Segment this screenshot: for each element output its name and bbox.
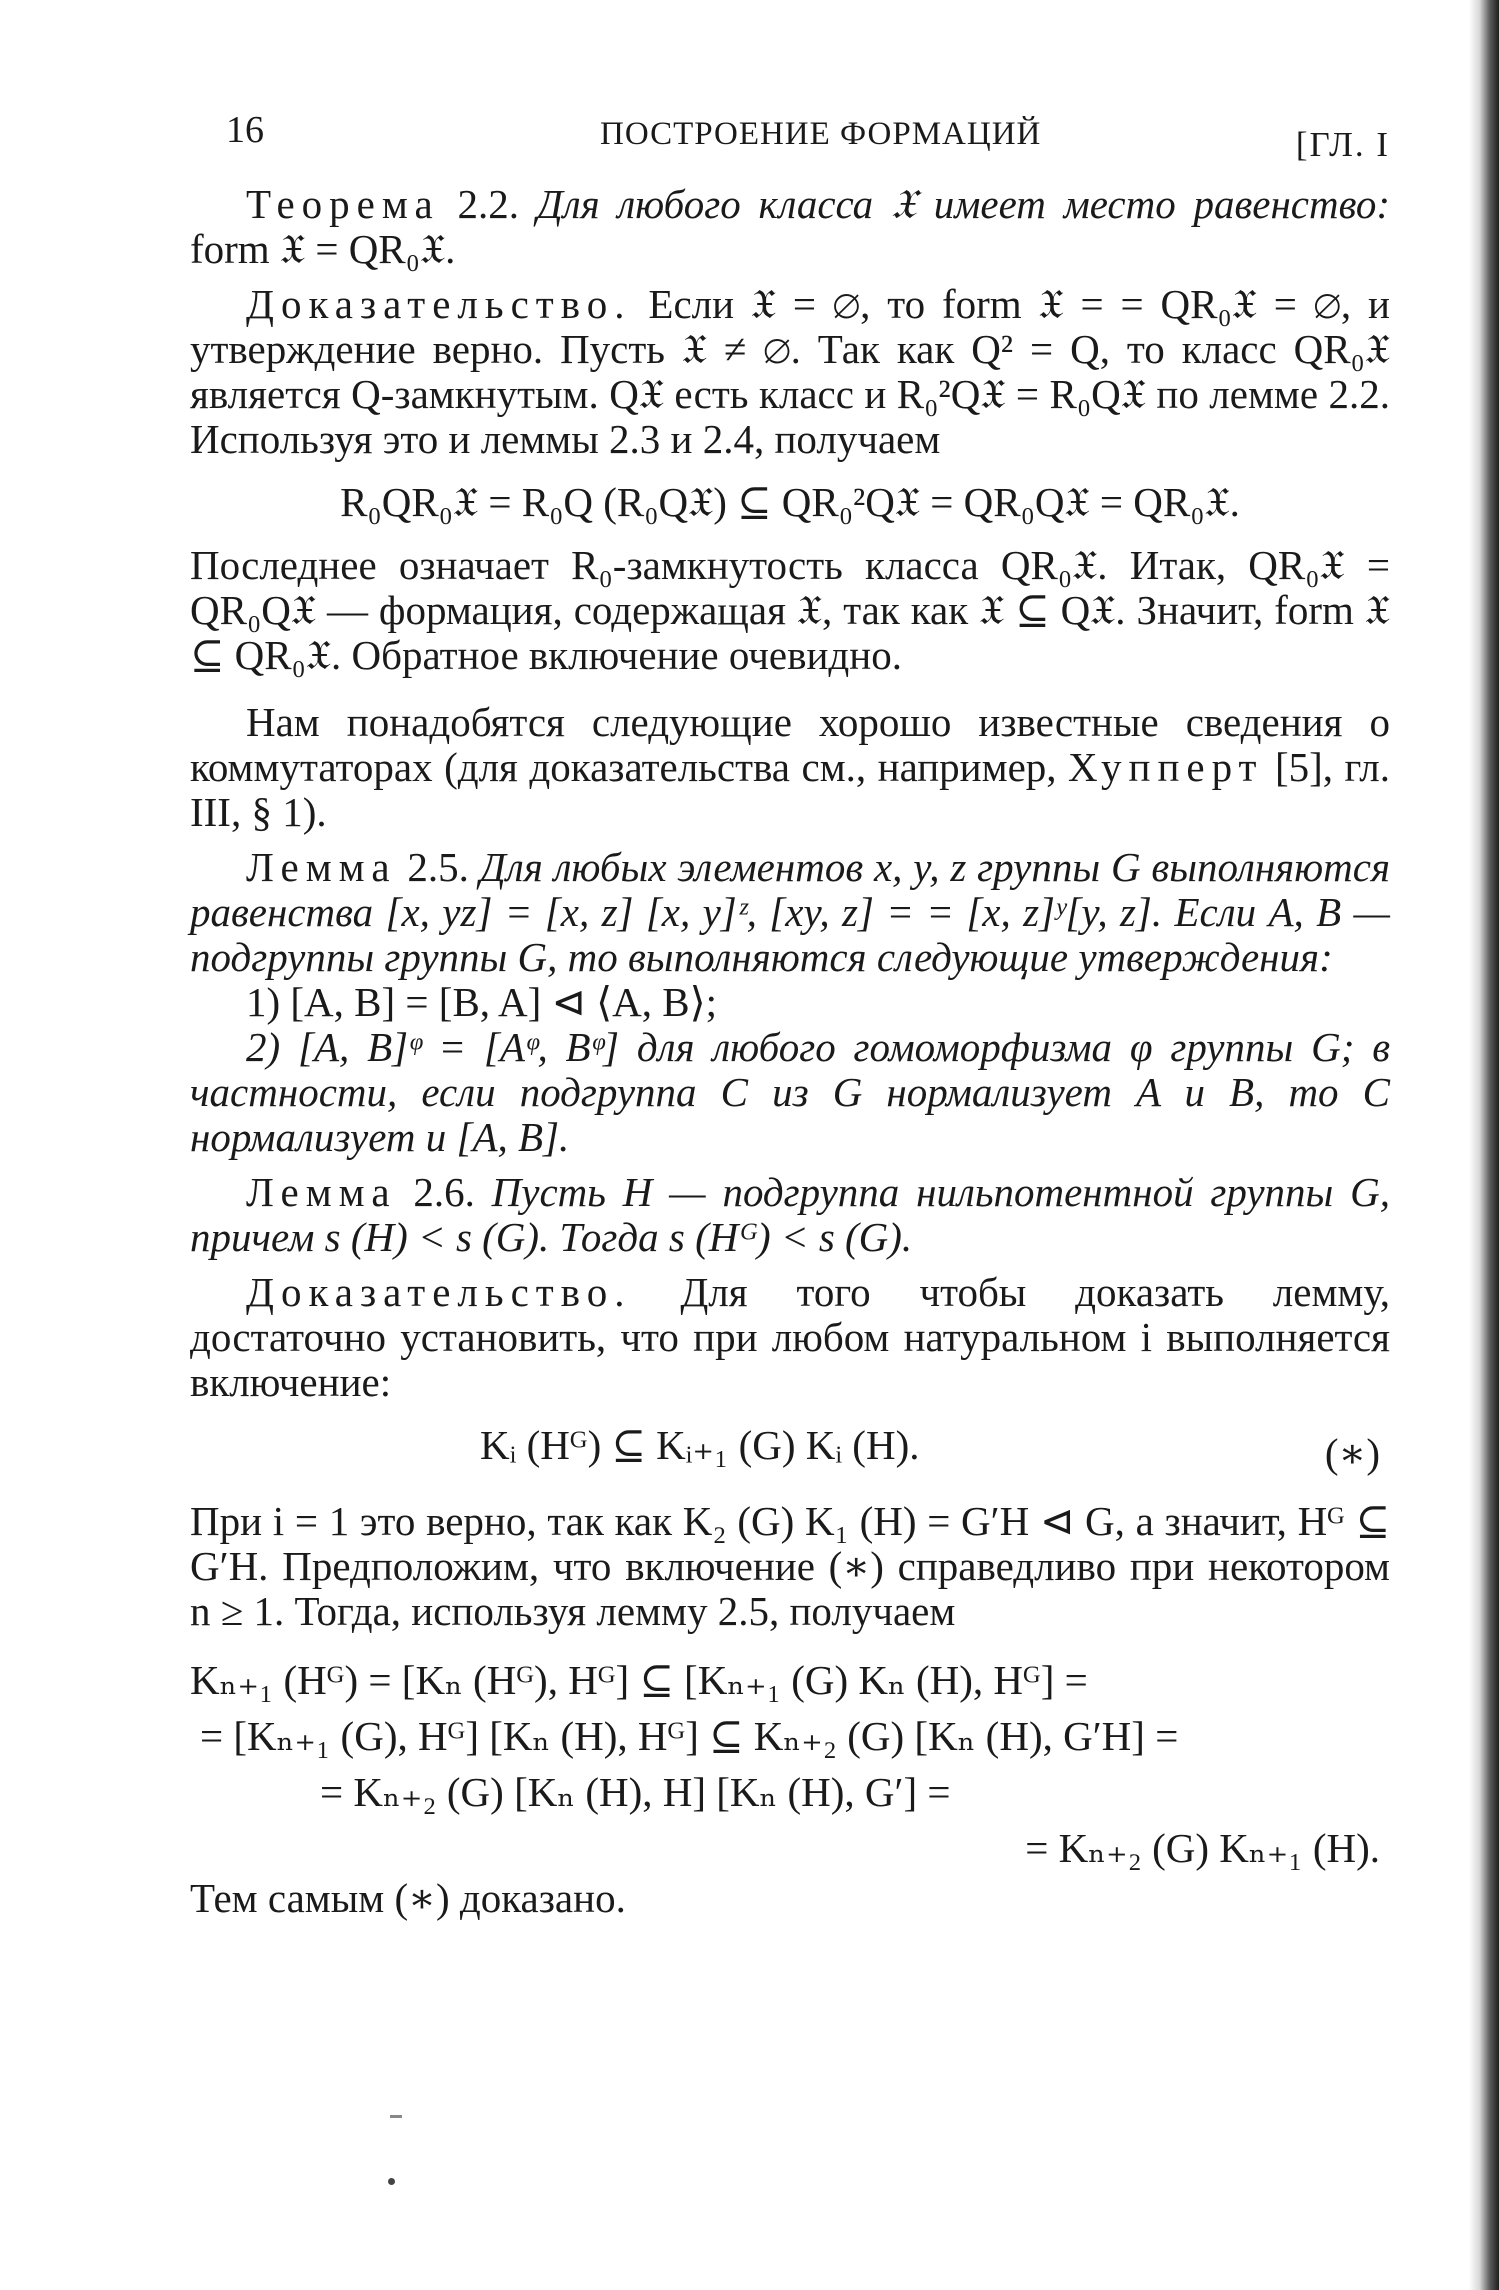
inclusion-formula: Kᵢ (Hᴳ) ⊆ Kᵢ₊₁ (G) Kᵢ (H).	[480, 1422, 920, 1468]
lemma-statement: Для любых элементов x, y, z группы G выполняются равенства [x, yz] = [x, z] [x, y]ᶻ, [xy, z] = = [x, z]ʸ[y, z]. Если A, B — подгруппы группы G, то выполняются следующие утверждения:	[190, 844, 1391, 980]
page-number: 16	[226, 109, 264, 151]
author-name: Хупперт	[1068, 744, 1264, 790]
proof-text: Для того чтобы доказать лемму, достаточно установить, что при любом натуральном i выполняется включение:	[190, 1269, 1390, 1405]
proof-theorem-2-2	[190, 282, 1390, 462]
theorem-label: Теорема	[246, 181, 440, 227]
lemma-item-2: 2) [A, B]ᵠ = [Aᵠ, Bᵠ] для любого гомоморфизма φ группы G; в частности, если подгруппа C из G нормализует A и B, то C нормализует и [A, B].	[190, 1024, 1390, 1160]
theorem-number: 2.2.	[457, 181, 519, 227]
proof-text: Если 𝔛 = ∅, то form 𝔛 = = QR₀𝔛 = ∅, и утверждение верно. Пусть 𝔛 ≠ ∅. Так как Q² = Q, то класс QR₀𝔛 является Q-замкнутым. Q𝔛 есть класс и R₀²Q𝔛 = R₀Q𝔛 по лемме 2.2. Используя это и леммы 2.3 и 2.4, получаем	[190, 281, 1391, 462]
running-header	[190, 100, 1390, 164]
proof-lemma-2-6	[190, 1270, 1390, 1405]
chain-line: = Kₙ₊₂ (G) Kₙ₊₁ (H).	[1025, 1825, 1380, 1871]
induction-paragraph: При i = 1 это верно, так как K₂ (G) K₁ (H) = G′H ⊲ G, а значит, Hᴳ ⊆ G′H. Предположим, что включение (∗) справедливо при некотором n ≥ 1. Тогда, используя лемму 2.5, получаем	[190, 1498, 1390, 1634]
lemma-2-6	[190, 1170, 1390, 1260]
display-formula-2	[190, 1422, 1390, 1476]
chapter-label: [ГЛ. I	[1295, 125, 1390, 164]
scan-shadow-edge	[1469, 0, 1499, 2290]
scan-speck	[390, 2115, 402, 2118]
chain-line: = [Kₙ₊₁ (G), Hᴳ] [Kₙ (H), Hᴳ] ⊆ Kₙ₊₂ (G) [Kₙ (H), G′H] =	[200, 1713, 1179, 1759]
display-formula-1: R₀QR₀𝔛 = R₀Q (R₀Q𝔛) ⊆ QR₀²Q𝔛 = QR₀Q𝔛 = QR₀𝔛.	[340, 479, 1240, 525]
proof-label: Доказательство.	[246, 1269, 632, 1315]
chain-line: Kₙ₊₁ (Hᴳ) = [Kₙ (Hᴳ), Hᴳ] ⊆ [Kₙ₊₁ (G) Kₙ (H), Hᴳ] =	[190, 1657, 1088, 1703]
lemma-number: 2.6.	[413, 1169, 475, 1215]
theorem-formula: form 𝔛 = QR₀𝔛.	[190, 226, 456, 272]
commutators-paragraph	[190, 700, 1390, 835]
proof-label: Доказательство.	[246, 281, 632, 327]
running-title: ПОСТРОЕНИЕ ФОРМАЦИЙ	[600, 116, 1042, 152]
proof-conclusion: Последнее означает R₀-замкнутость класса QR₀𝔛. Итак, QR₀𝔛 = QR₀Q𝔛 — формация, содержащая 𝔛, так как 𝔛 ⊆ Q𝔛. Значит, form 𝔛 ⊆ QR₀𝔛. Обратное включение очевидно.	[190, 542, 1390, 678]
lemma-label: Лемма	[246, 1169, 397, 1215]
book-page	[190, 100, 1390, 1921]
lemma-label: Лемма	[246, 844, 397, 890]
lemma-2-5	[190, 845, 1390, 980]
theorem-2-2	[190, 182, 1390, 272]
proof-end: Тем самым (∗) доказано.	[190, 1875, 626, 1921]
theorem-statement: Для любого класса 𝔛 имеет место равенство:	[536, 181, 1390, 227]
lemma-number: 2.5.	[407, 844, 469, 890]
equation-tag: (∗)	[1324, 1430, 1380, 1476]
commutators-intro: Нам понадобятся следующие хорошо известные сведения о коммутаторах (для доказательства см., например,	[190, 699, 1390, 790]
chain-line: = Kₙ₊₂ (G) [Kₙ (H), H] [Kₙ (H), G′] =	[320, 1769, 951, 1815]
lemma-statement: Пусть H — подгруппа нильпотентной группы G, причем s (H) < s (G). Тогда s (Hᴳ) < s (G).	[190, 1169, 1390, 1260]
reference: [5], гл. III, § 1).	[190, 744, 1390, 835]
lemma-item-1: 1) [A, B] = [B, A] ⊲ ⟨A, B⟩;	[246, 979, 717, 1025]
derivation-chain	[190, 1652, 1390, 1876]
scan-speck	[388, 2178, 395, 2185]
